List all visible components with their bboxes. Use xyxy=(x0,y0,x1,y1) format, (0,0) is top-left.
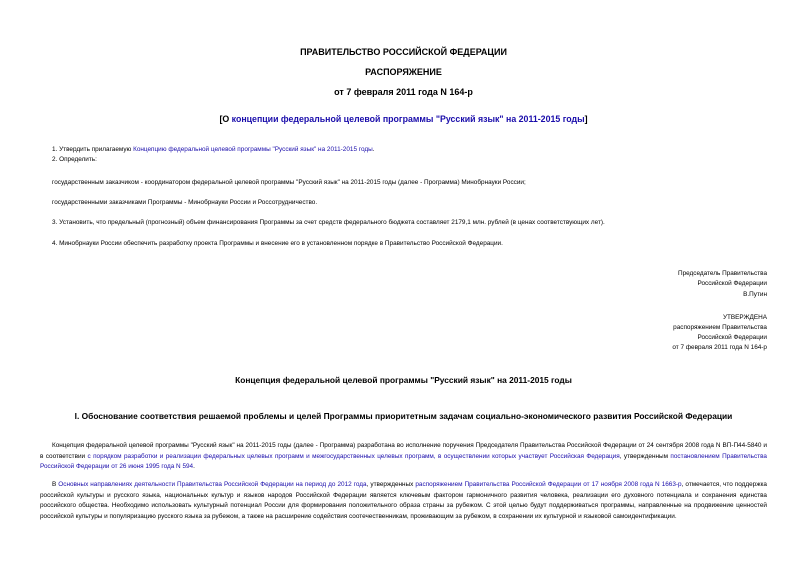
approval-line-4: от 7 февраля 2011 года N 164-р xyxy=(672,344,767,351)
concept-link[interactable]: Концепцию федеральной целевой программы "Русский язык" на 2011-2015 годы xyxy=(133,146,373,153)
para-1-text-2: , утвержденным xyxy=(619,452,671,460)
org-heading: ПРАВИТЕЛЬСТВО РОССИЙСКОЙ ФЕДЕРАЦИИ xyxy=(300,47,507,57)
item-2b: государственными заказчиками Программы - Минобрнауки России и Россотрудничество. xyxy=(52,199,318,206)
approval-line-2: распоряжением Правительства xyxy=(673,324,767,331)
main-directions-link[interactable]: Основных направлениях деятельности Правительства Российской Федерации на период до 2012 года xyxy=(58,481,367,488)
procedure-link[interactable]: с порядком разработки и реализации федеральных целевых программ и межгосударственных целевых программ, в осуществлении которых участвует Российская Федерация xyxy=(87,452,620,460)
para-1-text-3: . xyxy=(193,463,195,471)
item-1-prefix: 1. Утвердить прилагаемую xyxy=(52,146,134,153)
item-1 xyxy=(52,145,374,155)
approval-line-3: Российской Федерации xyxy=(697,334,767,341)
paragraph-1 xyxy=(40,441,767,473)
doc-type-heading: РАСПОРЯЖЕНИЕ xyxy=(365,67,442,77)
para-1-text-1: Концепция федеральной целевой программы "Русский язык" на 2011-2015 годы (далее - Программа) разработана во исполнение поручения Председателя Правительства Российской Федерации от 24 сентября 2008 года N ВП-П44-5840 и в соответствии xyxy=(40,442,767,460)
signature-line-1: Председатель Правительства xyxy=(678,270,767,277)
para-2-text-3: , отмечается, что поддержка российской культуры и русского языка, национальных культур и языков народов Российской Федерации является ключевым фактором гармоничного развития человека, реализации его духовного потенциала и сохранения единства российского общества. Необходимо использовать культурный потенциал России для формирования положительного образа страны за рубежом. С этой целью будут поддерживаться программы, направленные на продвижение ценностей российской культуры и популяризацию русского языка за рубежом, а также на расширение содействия соотечественникам, проживающим за рубежом, в сохранении их культурной и языковой самоидентификации. xyxy=(40,481,767,520)
item-2: 2. Определить: xyxy=(52,156,97,163)
title-link[interactable]: концепции федеральной целевой программы "Русский язык" на 2011-2015 годы xyxy=(231,114,585,124)
item-1-suffix: . xyxy=(372,146,375,153)
item-4: 4. Минобрнауки России обеспечить разработку проекта Программы и внесение его в установленном порядке в Правительство Российской Федерации. xyxy=(52,240,503,247)
approval-line-1: УТВЕРЖДЕНА xyxy=(722,314,767,321)
signature-name: В.Путин xyxy=(743,291,767,298)
concept-title: Концепция федеральной целевой программы "Русский язык" на 2011-2015 годы xyxy=(235,375,572,385)
item-3: 3. Установить, что предельный (прогнозный) объем финансирования Программы за счет средств федерального бюджета составляет 2179,1 млн. рублей (в ценах соответствующих лет). xyxy=(52,219,605,226)
item-2a: государственным заказчиком - координатором федеральной целевой программы "Русский язык" на 2011-2015 годы (далее - Программа) Минобрнауки России; xyxy=(52,179,526,186)
decree-594-link[interactable]: постановлением Правительства Российской Федерации от 26 июня 1995 года N 594 xyxy=(40,452,767,471)
title-bracket-close: ] xyxy=(584,114,588,124)
section-1-title: I. Обоснование соответствия решаемой проблемы и целей Программы приоритетным задачам социально-экономического развития Российской Федерации xyxy=(74,411,733,421)
date-number-heading: от 7 февраля 2011 года N 164-р xyxy=(334,87,473,97)
signature-line-2: Российской Федерации xyxy=(697,280,767,287)
para-2-text-1: В xyxy=(52,481,59,488)
para-2-text-2: , утвержденных xyxy=(366,481,416,488)
order-1663-link[interactable]: распоряжением Правительства Российской Федерации от 17 ноября 2008 года N 1663-р xyxy=(415,481,682,488)
paragraph-2 xyxy=(40,480,767,522)
document-title xyxy=(0,114,807,124)
title-bracket-open: [О xyxy=(219,114,232,124)
